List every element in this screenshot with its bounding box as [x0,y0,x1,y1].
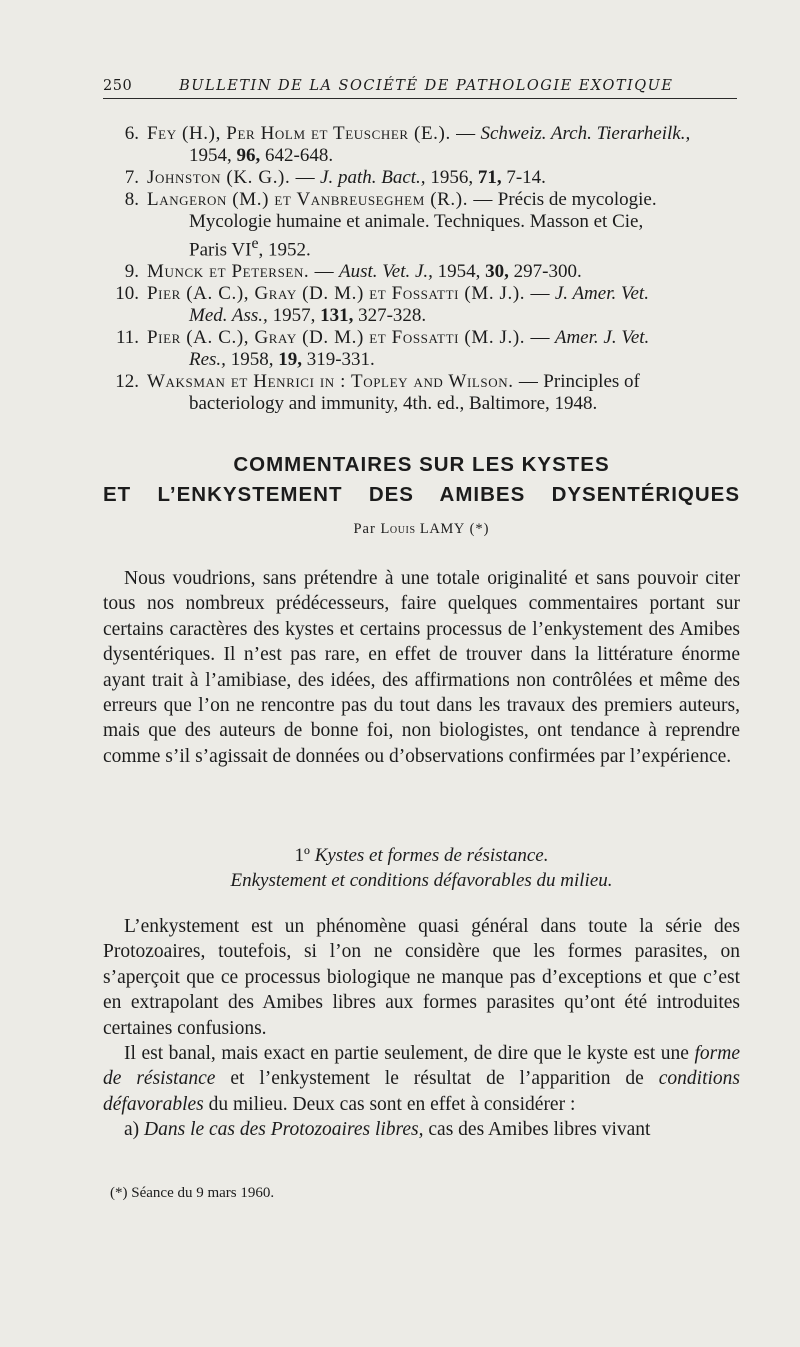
byline-prefix: Par [353,521,376,537]
text-run: Il est banal, mais exact en partie seulement, de dire que le kyste est une [124,1043,689,1065]
reference-number: 7. [124,167,139,188]
reference-authors: Waksman et Henrici in : Topley and Wilson. — [147,371,539,393]
reference-journal: Schweiz. Arch. Tierarheilk., [480,123,691,144]
reference-journal-cont: Med. Ass., [189,305,268,327]
reference-volume: 71, [477,167,502,188]
text-run: du milieu. Deux cas sont en effet à considérer : [208,1093,576,1115]
reference-journal: J. Amer. Vet. [554,283,649,305]
reference-title: Précis de mycologie. [497,189,657,210]
reference-pages: 7-14. [506,167,546,188]
page-number: 250 [103,78,133,94]
reference-pages: 642-648. [265,145,334,166]
article-title-line: ET L’ENKYSTEMENT DES AMIBES DYSENTÉRIQUES [103,483,740,506]
reference-number: 11. [115,327,139,349]
section-body [103,914,740,1143]
section-number: 1º [294,845,310,866]
article-title [103,450,740,510]
intro-paragraph-block [103,566,740,769]
reference-journal: Amer. J. Vet. [554,327,650,349]
reference-journal: Aust. Vet. J., [338,261,433,283]
text-run: et l’enkystement le résultat de l’apparition de [230,1068,644,1090]
emphasis: conditions défavorables [103,1068,741,1115]
author-name: Louis LAMY [380,521,465,537]
body-paragraph: L’enkystement est un phénomène quasi général dans toute la série des Protozoaires, toutefois, si l’on ne considère que les formes parasites, on s’aperçoit que ce processus biologique ne manque pas d’exceptions et que c’est en extrapolant des Amibes libres aux formes parasites qu’ont été introduites certaines confusions. [103,916,740,1039]
reference-year: , 1952. [258,239,311,261]
article-title-line: COMMENTAIRES SUR LES KYSTES [233,453,610,476]
reference-item [103,327,740,371]
reference-year: 1954, [437,261,481,283]
intro-paragraph: Nous voudrions, sans prétendre à une totale originalité et sans pouvoir citer tous nos nombreux prédécesseurs, faire quelques commentaires portant sur certains caractères des kystes et certains processus de l’enkystement des Amibes dysentériques. Il n’est pas rare, en effet de trouver dans la littérature énorme ayant trait à l’amibiase, des idées, des affirmations non contrôlées et même des erreurs que l’on ne rencontre pas du tout dans les travaux des premiers auteurs, mais que des auteurs de bonne foi, non biologistes, ont tendance à reprendre comme s’il s’agissait de données ou d’observations confirmées par l’expérience. [103,568,740,767]
reference-journal-cont: Res., [189,349,226,371]
body-paragraph [103,1041,740,1117]
reference-item [103,261,740,283]
reference-item [103,189,740,261]
reference-volume: 19, [278,349,302,371]
reference-year: 1954, [189,145,232,166]
section-heading [103,843,740,893]
reference-authors: Pier (A. C.), Gray (D. M.) et Fossatti (M. J.). — [147,327,551,349]
reference-number: 12. [115,371,139,393]
reference-item [103,167,740,189]
emphasis: forme de résistance [103,1043,740,1090]
footnote-mark: (*) [110,1185,128,1201]
reference-year: 1956, [430,167,474,188]
reference-list [103,123,740,415]
reference-item [103,123,740,167]
reference-year: 1957, [272,305,316,327]
reference-number: 8. [124,189,139,210]
reference-pages: 327-328. [358,305,427,327]
journal-title: BULLETIN DE LA SOCIÉTÉ DE PATHOLOGIE EXOTIQUE [179,78,674,94]
reference-year: 1958, [230,349,274,371]
reference-volume: 131, [320,305,354,327]
section-subtitle: Enkystement et conditions défavorables du milieu. [230,870,613,891]
footnote-mark: (*) [469,521,490,537]
reference-pages: 319-331. [306,349,375,371]
text-run: cas des Amibes libres vivant [428,1119,651,1141]
reference-authors: Munck et Petersen. — [147,261,335,283]
reference-item [103,283,740,327]
reference-pages: 297-300. [513,261,582,283]
reference-title-cont: bacteriology and immunity, 4th. ed., Baltimore, 1948. [189,393,598,415]
reference-title: Principles of [543,371,640,393]
reference-authors: Johnston (K. G.). — [147,167,316,188]
byline [103,521,740,538]
footnote [110,1185,274,1202]
reference-number: 6. [124,123,139,144]
emphasis: Dans le cas des Protozoaires libres, [144,1119,424,1141]
reference-number: 10. [115,283,139,305]
running-head [103,78,737,99]
reference-item [103,371,740,415]
reference-volume: 30, [485,261,509,283]
reference-journal: J. path. Bact., [320,167,426,188]
reference-number: 9. [124,261,139,283]
body-paragraph [103,1117,740,1142]
reference-authors: Langeron (M.) et Vanbreuseghem (R.). — [147,189,493,210]
reference-place: Paris VI [189,239,252,261]
reference-authors: Fey (H.), Per Holm et Teuscher (E.). — [147,123,476,144]
section-title: Kystes et formes de résistance. [314,845,549,866]
list-marker: a) [124,1119,140,1141]
reference-place-sup: e [251,235,259,252]
reference-authors: Pier (A. C.), Gray (D. M.) et Fossatti (M. J.). — [147,283,551,305]
reference-title-cont: Mycologie humaine et animale. Techniques. Masson et Cie, [189,211,644,232]
footnote-text: Séance du 9 mars 1960. [131,1185,275,1201]
reference-volume: 96, [236,145,261,166]
